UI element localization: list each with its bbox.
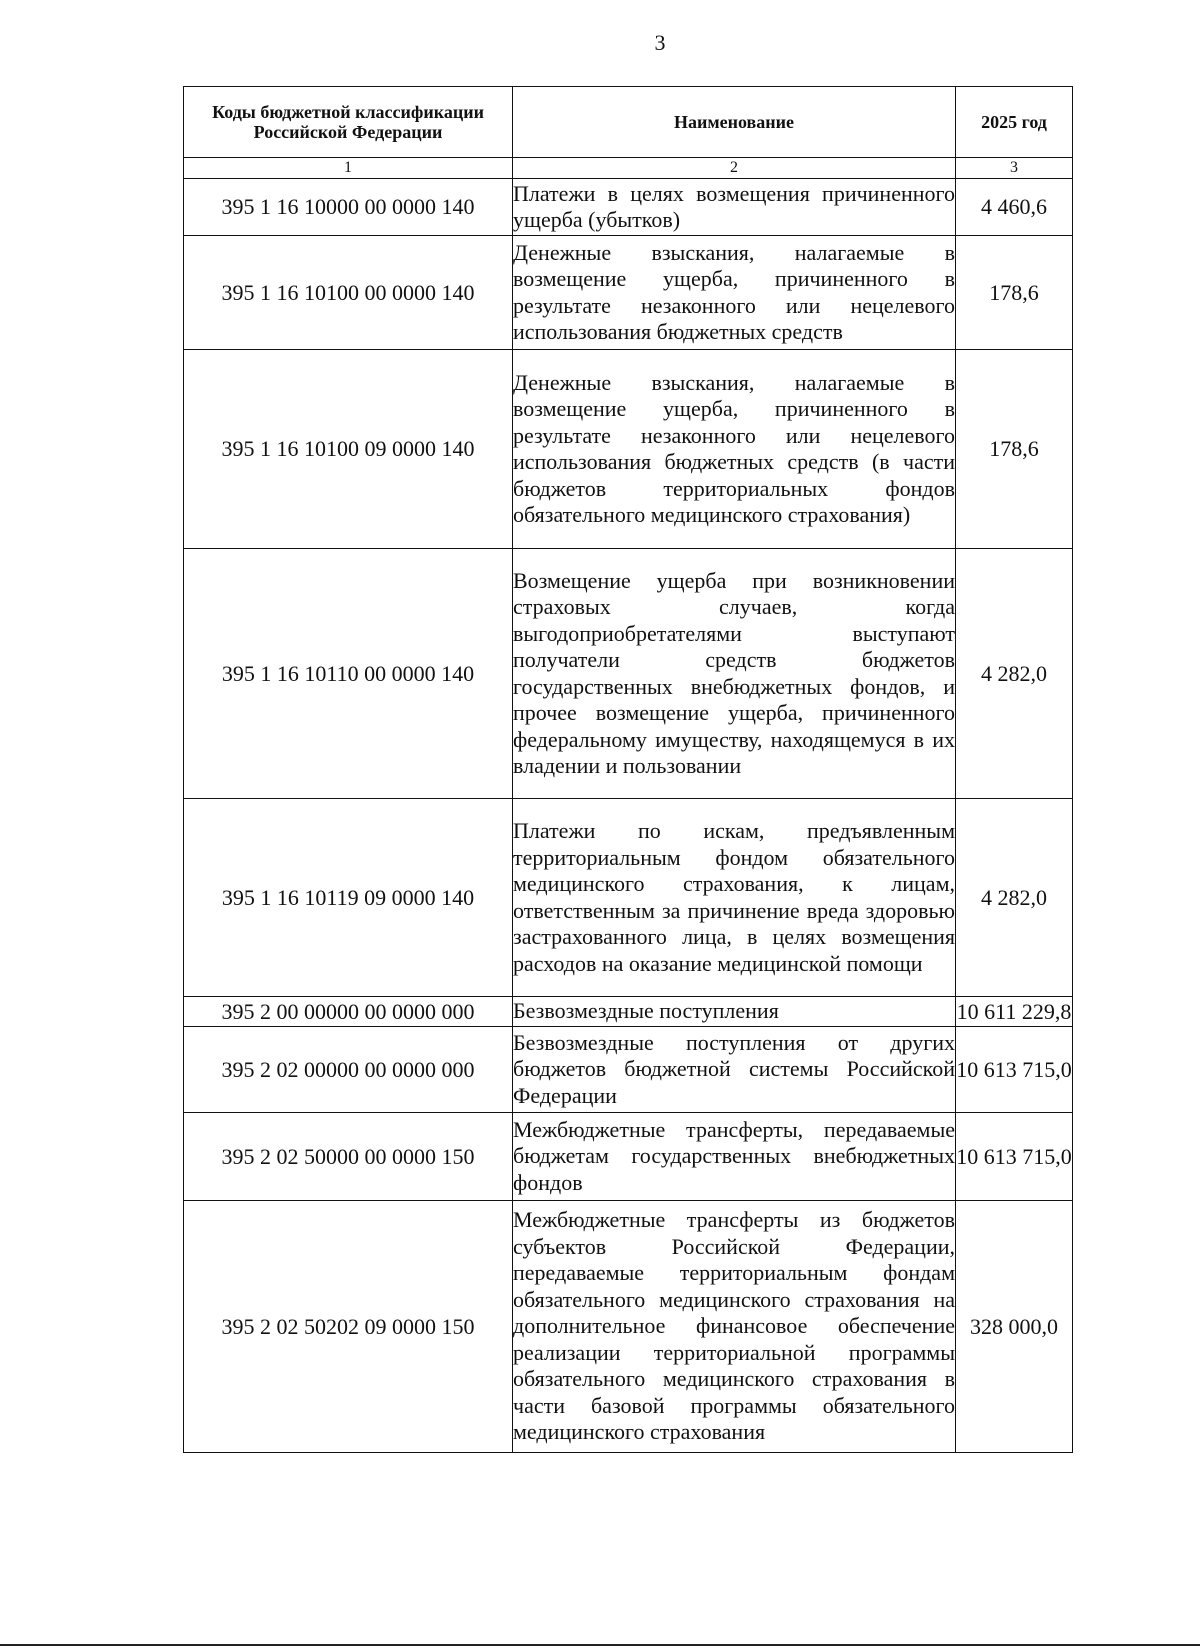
table-row — [184, 236, 1073, 350]
item-name: Денежные взыскания, налагаемые в возмещение ущерба, причиненного в результате незаконного или нецелевого использования бюджетных средств — [513, 236, 956, 350]
amount-2025: 4 282,0 — [956, 799, 1073, 997]
budget-code: 395 1 16 10100 00 0000 140 — [184, 236, 513, 350]
table-row — [184, 179, 1073, 236]
table-row — [184, 997, 1073, 1027]
budget-code: 395 2 02 50202 09 0000 150 — [184, 1201, 513, 1453]
table-row — [184, 549, 1073, 799]
bottom-scan-edge — [0, 1644, 1200, 1646]
amount-2025: 4 282,0 — [956, 549, 1073, 799]
amount-2025: 10 613 715,0 — [956, 1113, 1073, 1201]
budget-code: 395 2 02 50000 00 0000 150 — [184, 1113, 513, 1201]
item-name: Безвозмездные поступления от других бюджетов бюджетной системы Российской Федерации — [513, 1027, 956, 1113]
amount-2025: 328 000,0 — [956, 1201, 1073, 1453]
page-number: 3 — [654, 30, 666, 55]
budget-code: 395 2 00 00000 00 0000 000 — [184, 997, 513, 1027]
table-row — [184, 799, 1073, 997]
item-name: Безвозмездные поступления — [513, 997, 956, 1027]
budget-code: 395 1 16 10119 09 0000 140 — [184, 799, 513, 997]
table-row — [184, 1027, 1073, 1113]
item-name: Межбюджетные трансферты, передаваемые бюджетам государственных внебюджетных фондов — [513, 1113, 956, 1201]
budget-code: 395 1 16 10110 00 0000 140 — [184, 549, 513, 799]
item-name: Межбюджетные трансферты из бюджетов субъектов Российской Федерации, передаваемые территориальным фондам обязательного медицинского страхования на дополнительное финансовое обеспечение реализации территориальной программы обязательного медицинского страхования в части базовой программы обязательного медицинского страхования — [513, 1201, 956, 1453]
column-number: 3 — [956, 158, 1073, 179]
amount-2025: 178,6 — [956, 236, 1073, 350]
header-name: Наименование — [513, 87, 956, 158]
item-name: Возмещение ущерба при возникновении страховых случаев, когда выгодоприобретателями выступают получатели средств бюджетов государственных внебюджетных фондов, и прочее возмещение ущерба, причиненного федеральному имуществу, находящемуся в их владении и пользовании — [513, 549, 956, 799]
column-number-row — [184, 158, 1073, 179]
budget-code: 395 1 16 10100 09 0000 140 — [184, 350, 513, 549]
budget-code: 395 2 02 00000 00 0000 000 — [184, 1027, 513, 1113]
item-name: Денежные взыскания, налагаемые в возмещение ущерба, причиненного в результате незаконного или нецелевого использования бюджетных средств (в части бюджетов территориальных фондов обязательного медицинского страхования) — [513, 350, 956, 549]
budget-code: 395 1 16 10000 00 0000 140 — [184, 179, 513, 236]
column-number: 1 — [184, 158, 513, 179]
item-name: Платежи в целях возмещения причиненного ущерба (убытков) — [513, 179, 956, 236]
table-row — [184, 1201, 1073, 1453]
amount-2025: 4 460,6 — [956, 179, 1073, 236]
budget-revenue-table — [183, 86, 1073, 1453]
column-number: 2 — [513, 158, 956, 179]
amount-2025: 10 613 715,0 — [956, 1027, 1073, 1113]
header-code: Коды бюджетной классификации Российской Федерации — [184, 87, 513, 158]
table-row — [184, 350, 1073, 549]
table-header-row — [184, 87, 1073, 158]
table-row — [184, 1113, 1073, 1201]
amount-2025: 10 611 229,8 — [956, 997, 1073, 1027]
amount-2025: 178,6 — [956, 350, 1073, 549]
item-name: Платежи по искам, предъявленным территориальным фондом обязательного медицинского страхования, к лицам, ответственным за причинение вреда здоровью застрахованного лица, в целях возмещения расходов на оказание медицинской помощи — [513, 799, 956, 997]
header-year: 2025 год — [956, 87, 1073, 158]
